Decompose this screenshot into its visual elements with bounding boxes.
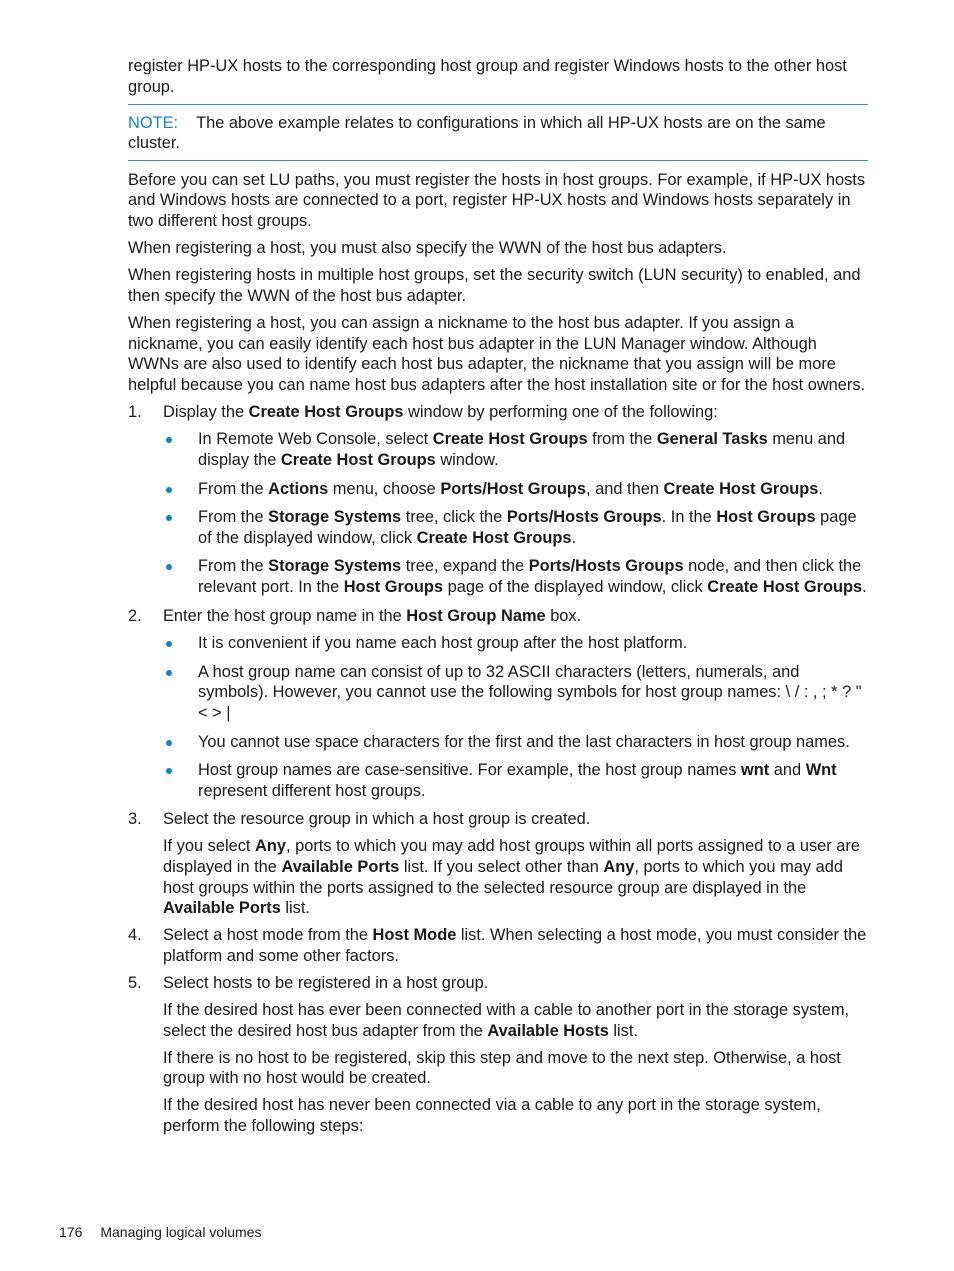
text-run: list. (608, 1021, 638, 1040)
step-number: 3. (128, 810, 142, 829)
text-run: list. If you select other than (399, 858, 604, 876)
text-run: from the (587, 430, 657, 449)
step-paragraph (163, 1000, 868, 1041)
ui-term: Create Host Groups (248, 402, 404, 421)
bullet-icon (166, 487, 172, 493)
text-run: . In the (661, 508, 717, 527)
ui-term: Create Host Groups (707, 577, 863, 596)
step-item (128, 606, 868, 802)
step-number: 5. (128, 973, 142, 992)
text-run: , ports to which you may add host groups within the ports assigned to the selected resource group are displayed in the (163, 858, 843, 897)
step-item (128, 402, 868, 598)
ui-term: Ports/Hosts Groups (506, 508, 662, 527)
text-run: and (769, 761, 806, 780)
step-paragraph (163, 1095, 868, 1136)
text-run: window by performing one of the following: (403, 402, 718, 421)
body-paragraph: When registering hosts in multiple host groups, set the security switch (LUN security) to enabled, and then specify the WWN of the host bus adapter. (128, 266, 861, 305)
ui-term: Host Groups (716, 508, 816, 527)
bullet-text (198, 480, 823, 498)
bullet-icon (166, 515, 172, 521)
step-number: 2. (128, 606, 142, 625)
text-run: . (862, 577, 867, 596)
step-paragraph (163, 606, 868, 627)
bullet-item (163, 760, 868, 801)
text-run: menu, choose (328, 479, 441, 498)
intro-paragraph: register HP-UX hosts to the corresponding host group and register Windows hosts to the other host group. (128, 57, 847, 96)
ui-term: Host Mode (372, 926, 457, 945)
ui-term: Create Host Groups (432, 430, 588, 449)
text-run: box. (545, 606, 582, 625)
ui-term: Wnt (805, 761, 837, 780)
text-run: If there is no host to be registered, skip this step and move to the next step. Otherwise, a host group with no host would be created. (163, 1048, 841, 1088)
text-run: menu and display the (198, 430, 846, 469)
text-run: You cannot use space characters for the first and the last characters in host group names. (198, 732, 850, 751)
page-number: 176 (59, 1224, 83, 1240)
page-footer (59, 1222, 261, 1243)
text-run: It is convenient if you name each host group after the host platform. (198, 634, 688, 653)
text-run: If you select (163, 837, 256, 856)
text-run: From the (198, 479, 269, 498)
bullet-text (198, 634, 687, 652)
note-box (128, 104, 868, 161)
ui-term: Storage Systems (268, 557, 402, 576)
ui-term: Create Host Groups (280, 451, 436, 469)
note-text: The above example relates to configurations in which all HP-UX hosts are on the same cluster. (128, 113, 826, 153)
bullet-icon (166, 437, 172, 443)
text-run: Select a host mode from the (163, 926, 373, 945)
text-run: From the (198, 557, 269, 576)
bullet-item (163, 662, 868, 724)
ui-term: wnt (740, 761, 770, 780)
text-run: A host group name can consist of up to 32 ASCII characters (letters, numerals, and symbols). However, you cannot use the following symbols for host group names: \ / : , ; * ? " < > | (198, 662, 862, 722)
bullet-text (198, 663, 862, 722)
ui-term: Available Hosts (487, 1021, 609, 1040)
text-run: tree, expand the (401, 557, 529, 576)
text-run: Host group names are case-sensitive. For example, the host group names (198, 761, 741, 780)
body-paragraph: Before you can set LU paths, you must register the hosts in host groups. For example, if HP-UX hosts and Windows hosts are connected to a port, register HP-UX hosts and Windows hosts separately in two different host groups. (128, 170, 866, 231)
ui-term: Ports/Hosts Groups (528, 557, 684, 576)
ui-term: Host Groups (343, 577, 444, 596)
text-run: , and then (586, 479, 664, 498)
text-run: From the (198, 508, 269, 527)
bullet-icon (166, 768, 172, 774)
step-item (128, 973, 868, 1137)
step-body (163, 973, 868, 1137)
bullet-list (163, 633, 868, 801)
bullet-item (163, 732, 868, 753)
step-item (128, 809, 868, 918)
bullet-item (163, 556, 868, 597)
step-body (163, 606, 868, 802)
text-run: Display the (163, 402, 249, 421)
text-run: page of the displayed window, click (198, 508, 857, 547)
bullet-list (163, 429, 868, 597)
ui-term: Create Host Groups (663, 479, 819, 498)
step-item (128, 925, 868, 966)
body-paragraph: When registering a host, you must also specify the WWN of the host bus adapters. (128, 239, 727, 258)
bullet-text (198, 733, 850, 751)
bullet-icon (166, 740, 172, 746)
text-run: node, and then click the relevant port. In the (198, 557, 862, 596)
text-run: window. (435, 451, 499, 469)
text-run: If the desired host has ever been connected with a cable to another port in the storage system, select the desired host bus adapter from the (163, 1001, 850, 1040)
text-run: page of the displayed window, click (443, 577, 708, 596)
text-run: Select the resource group in which a host group is created. (163, 810, 591, 829)
text-run: represent different host groups. (198, 781, 426, 800)
step-paragraph (163, 402, 868, 423)
text-run: . (818, 479, 823, 498)
text-run: tree, click the (401, 508, 507, 527)
ui-term: Create Host Groups (416, 528, 572, 547)
bullet-icon (166, 670, 172, 676)
footer-section-title: Managing logical volumes (100, 1224, 262, 1240)
bullet-text (198, 430, 845, 469)
ui-term: General Tasks (656, 430, 768, 449)
step-number: 4. (128, 926, 142, 945)
ui-term: Storage Systems (268, 508, 402, 527)
text-run: list. (280, 899, 310, 918)
bullet-item (163, 633, 868, 654)
step-body (163, 925, 868, 966)
ui-term: Actions (268, 479, 329, 498)
ui-term: Ports/Host Groups (440, 479, 587, 498)
ui-term: Any (603, 858, 635, 876)
text-run: In Remote Web Console, select (198, 430, 433, 449)
bullet-text (198, 761, 837, 800)
step-paragraph (163, 1048, 868, 1089)
step-paragraph (163, 973, 868, 994)
bullet-text (198, 557, 867, 596)
text-run: , ports to which you may add host groups within all ports assigned to a user are displayed in the (163, 837, 860, 876)
step-paragraph (163, 925, 868, 966)
body-paragraph: When registering a host, you can assign a nickname to the host bus adapter. If you assign a nickname, you can easily identify each host bus adapter in the LUN Manager window. Although WWNs are also used to identify each host bus adapter, the nickname that you assign will be more helpful because you can name host bus adapters after the host installation site or for the host owners. (128, 313, 866, 394)
step-number: 1. (128, 402, 142, 421)
procedure-steps (128, 402, 868, 1137)
text-run: If the desired host has never been connected via a cable to any port in the storage system, perform the following steps: (163, 1096, 821, 1136)
step-paragraph (163, 836, 868, 918)
text-run: . (571, 528, 577, 547)
ui-term: Any (255, 837, 286, 856)
text-run: list. When selecting a host mode, you must consider the platform and some other factors. (163, 926, 867, 965)
text-run: Select hosts to be registered in a host group. (163, 973, 489, 992)
bullet-text (198, 508, 857, 547)
ui-term: Available Ports (281, 858, 400, 876)
note-label: NOTE: (128, 113, 179, 132)
step-body (163, 809, 868, 918)
ui-term: Host Group Name (406, 606, 546, 625)
bullet-icon (166, 641, 172, 647)
text-run: Enter the host group name in the (163, 606, 407, 625)
bullet-item (163, 429, 868, 470)
ui-term: Available Ports (163, 899, 281, 918)
step-paragraph (163, 809, 868, 830)
document-body (128, 56, 868, 1143)
bullet-item (163, 479, 868, 500)
bullet-icon (166, 564, 172, 570)
bullet-item (163, 507, 868, 548)
step-body (163, 402, 868, 598)
